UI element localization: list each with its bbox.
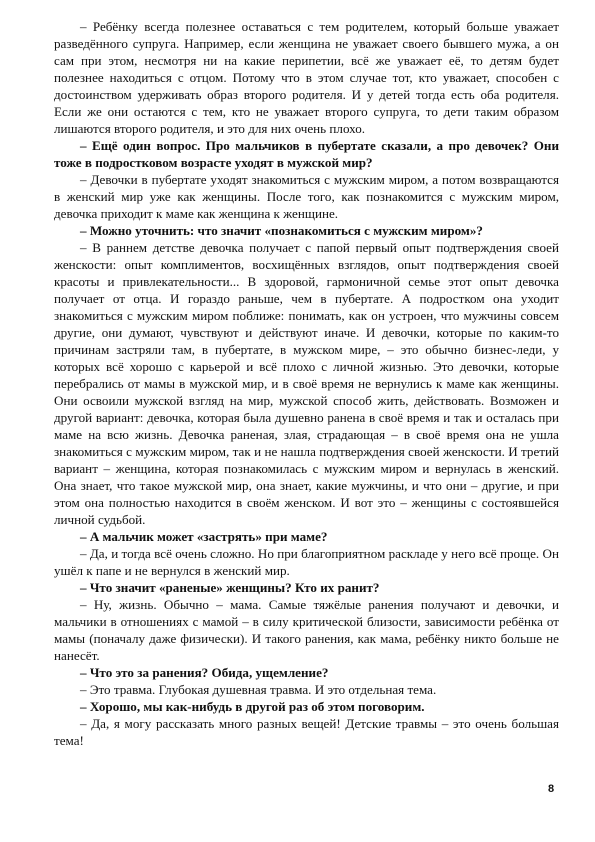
answer-paragraph: – Девочки в пубертате уходят знакомиться с мужским миром, а потом возвращаются в женский мир уже как женщины. После того, как познакомится с мужским миром, девочка приходит к маме как женщина к женщине. xyxy=(54,172,559,221)
question-paragraph: – Хорошо, мы как-нибудь в другой раз об этом поговорим. xyxy=(80,699,425,714)
answer-paragraph: – Да, я могу рассказать много разных вещей! Детские травмы – это очень большая тема! xyxy=(54,716,559,748)
document-body xyxy=(54,18,559,749)
answer-paragraph: – Да, и тогда всё очень сложно. Но при благоприятном раскладе у него всё проще. Он ушёл к папе и не вернулся в женский мир. xyxy=(54,546,559,578)
answer-paragraph: – В раннем детстве девочка получает с папой первый опыт подтверждения своей женскости: опыт комплиментов, восхищённых взглядов, опыт подтверждения своей красоты и привлекательности... В здоровой, гармоничной семье этот опыт девочка получает от отца. И гораздо раньше, чем в пубертате. А подростком она уходит знакомиться с мужским миром поближе: понимать, как он устроен, что мужчины совсем другие, они думают, чувствуют и действуют иначе. И девочки, которые по каким-то причинам застряли там, в пубертате, в мужском мире, – это обычно бизнес-леди, у которых всё хорошо с карьерой и всё плохо с личной жизнью. Это девочки, которые перебрались от мамы в мужской мир, и в своё время не вернулись к маме как женщины. Они освоили мужской взгляд на мир, мужской способ жить, действовать. Возможен и другой вариант: девочка, которая была душевно ранена в своё время и так и осталась при маме на всю жизнь. Девочка раненая, злая, страдающая – в своё время она не ушла знакомиться с мужским миром, так и не нашла подтверждения своей женскости. И третий вариант – женщина, которая познакомилась с мужским миром и вернулась в женский. Она знает, что такое мужской мир, она знает, какие мужчины, и что они – другие, и при этом она полностью находится в своём женском. И вот это – женщины с состоявшейся личной судьбой. xyxy=(54,240,559,527)
answer-paragraph: – Ребёнку всегда полезнее оставаться с тем родителем, который больше уважает разведённого супруга. Например, если женщина не уважает своего бывшего мужа, а он сам при этом, несмотря ни на какие перипетии, всё же уважает её, то детям будет полезнее находиться с отцом. Потому что в этом случае тот, кто уважает, способен с достоинством удерживать образ второго родителя. И у детей тогда есть оба родителя. Если же они остаются с тем, кто не уважает второго супруга, то дети таким образом лишаются второго родителя, и это для них очень плохо. xyxy=(54,19,559,136)
question-paragraph: – Можно уточнить: что значит «познакомиться с мужским миром»? xyxy=(80,223,483,238)
question-paragraph: – Что значит «раненые» женщины? Кто их ранит? xyxy=(80,580,380,595)
question-paragraph: – Что это за ранения? Обида, ущемление? xyxy=(80,665,329,680)
page-number: 8 xyxy=(548,783,555,795)
answer-paragraph: – Ну, жизнь. Обычно – мама. Самые тяжёлые ранения получают и девочки, и мальчики в отношениях с мамой – в силу критической близости, зависимости ребёнка от мамы (поначалу даже физически). И такого ранения, как мама, ребёнку никто больше не нанесёт. xyxy=(54,597,559,663)
question-paragraph: – А мальчик может «застрять» при маме? xyxy=(80,529,328,544)
answer-paragraph: – Это травма. Глубокая душевная травма. И это отдельная тема. xyxy=(80,682,437,697)
question-paragraph: – Ещё один вопрос. Про мальчиков в пубертате сказали, а про девочек? Они тоже в подростковом возрасте уходят в мужской мир? xyxy=(54,138,559,170)
